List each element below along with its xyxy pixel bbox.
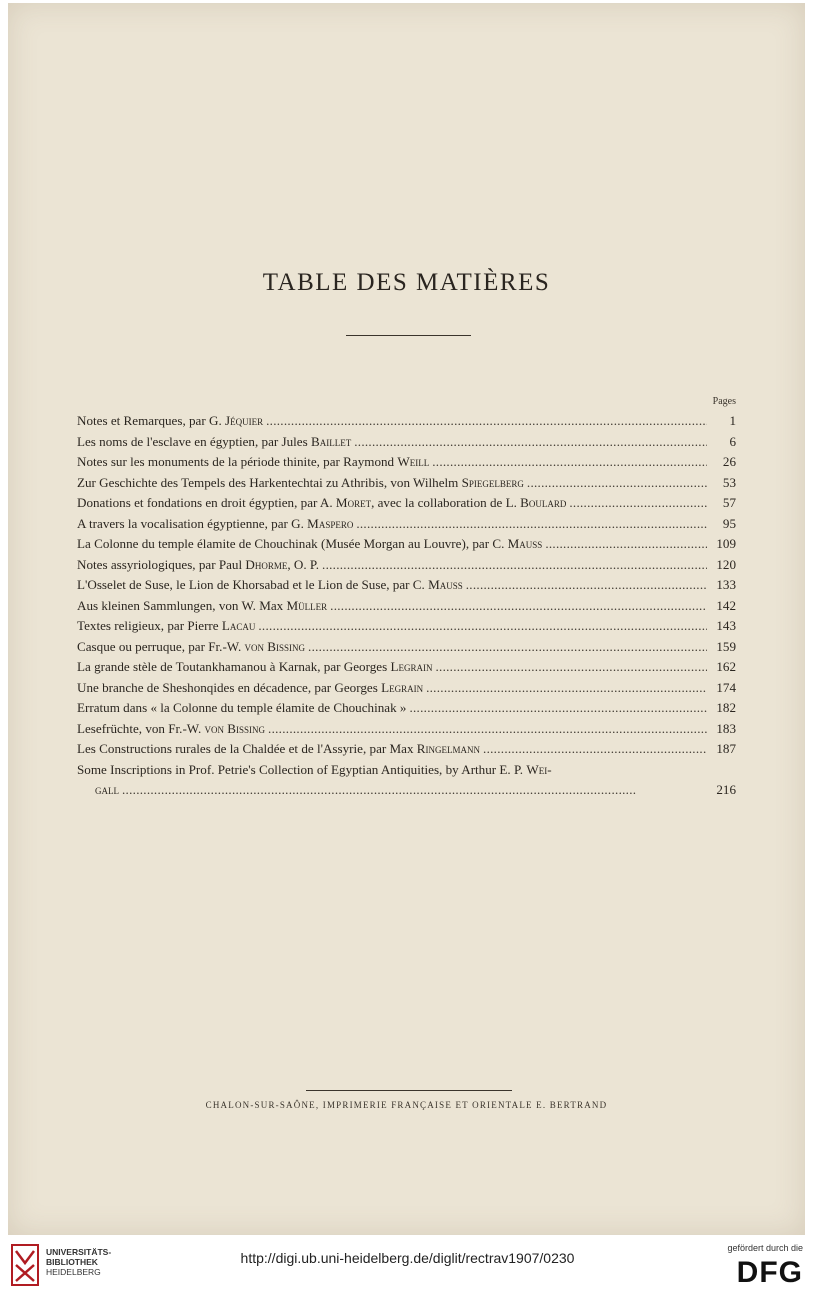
- leader-dots: [435, 657, 707, 678]
- toc-entry: Les noms de l'esclave en égyptien, par Jules Baillet . . . 6: [77, 432, 736, 453]
- page-number: 143: [716, 618, 736, 633]
- page-number: 53: [722, 474, 736, 490]
- title-divider: [346, 335, 471, 336]
- leader-dots: [527, 473, 707, 494]
- leader-dots: [258, 616, 707, 637]
- leader-dots: [466, 575, 707, 596]
- page-number: 133: [716, 577, 736, 592]
- leader-dots: [483, 739, 707, 760]
- page-number: 182: [716, 700, 736, 715]
- leader-dots: [569, 493, 707, 514]
- toc-entry: Erratum dans « la Colonne du temple élamite de Chouchinak » . . . 182: [77, 698, 736, 719]
- page-number: 187: [716, 741, 736, 756]
- scanned-page: [8, 3, 805, 1235]
- leader-dots: [330, 596, 707, 617]
- toc-entry: Notes et Remarques, par G. Jéquier . . . 1: [77, 411, 736, 432]
- university-library-name: UNIVERSITÄTS- BIBLIOTHEK HEIDELBERG: [46, 1247, 112, 1277]
- footer-divider: [306, 1090, 512, 1091]
- toc-entry: Textes religieux, par Pierre Lacau . . . 143: [77, 616, 736, 637]
- leader-dots: [322, 555, 707, 576]
- leader-dots: [122, 780, 707, 801]
- page-number: 95: [722, 515, 736, 531]
- leader-dots: [432, 452, 707, 473]
- viewer-footer-bar: [0, 1238, 815, 1294]
- page-number: 162: [716, 659, 736, 674]
- toc-entry: La Colonne du temple élamite de Chouchinak (Musée Morgan au Louvre), par C. Mauss . . . 109: [77, 534, 736, 555]
- funding-label: gefördert durch die: [727, 1243, 803, 1253]
- toc-entry: Notes sur les monuments de la période thinite, par Raymond Weill . . . 26: [77, 452, 736, 473]
- leader-dots: [545, 534, 707, 555]
- page-number: 174: [716, 679, 736, 695]
- toc-entry: Zur Geschichte des Tempels des Harkentechtai zu Athribis, von Wilhelm Spiegelberg . . . 53: [77, 473, 736, 494]
- leader-dots: [266, 411, 707, 432]
- pages-column-label: Pages: [712, 396, 736, 407]
- permalink-url[interactable]: http://digi.ub.uni-heidelberg.de/diglit/rectrav1907/0230: [240, 1250, 575, 1266]
- toc-entry: Notes assyriologiques, par Paul Dhorme, O. P. . . . 120: [77, 555, 736, 576]
- page-title: TABLE DES MATIÈRES: [262, 269, 551, 296]
- toc-entry: A travers la vocalisation égyptienne, par G. Maspero . . . 95: [77, 514, 736, 535]
- toc-entry-multiline: Some Inscriptions in Prof. Petrie's Collection of Egyptian Antiquities, by Arthur E. P. Wei-: [77, 761, 552, 777]
- page-number: 120: [716, 556, 736, 572]
- page-number: 142: [716, 597, 736, 613]
- page-number: 1: [729, 413, 736, 428]
- leader-dots: [268, 719, 707, 740]
- page-number: 26: [722, 454, 736, 469]
- page-number: 159: [716, 638, 736, 654]
- leader-dots: [308, 637, 707, 658]
- toc-entry: Lesefrüchte, von Fr.-W. von Bissing . . . 183: [77, 719, 736, 740]
- toc-entry: La grande stèle de Toutankhamanou à Karnak, par Georges Legrain . . . 162: [77, 657, 736, 678]
- leader-dots: [354, 432, 707, 453]
- toc-entry: Donations et fondations en droit égyptien, par A. Moret, avec la collaboration de L. Boulard . . . 57: [77, 493, 736, 514]
- page-number: 6: [729, 433, 736, 449]
- page-number: 109: [716, 536, 736, 551]
- leader-dots: [426, 678, 707, 699]
- toc-entry: Casque ou perruque, par Fr.-W. von Bissing . . . 159: [77, 637, 736, 658]
- toc-entry: Les Constructions rurales de la Chaldée et de l'Assyrie, par Max Ringelmann . . . 187: [77, 739, 736, 760]
- table-of-contents: [77, 411, 736, 801]
- page-number: 216: [716, 782, 736, 797]
- toc-entry: Aus kleinen Sammlungen, von W. Max Müller . . . 142: [77, 596, 736, 617]
- page-number: 57: [722, 495, 736, 510]
- leader-dots: [409, 698, 707, 719]
- dfg-logo[interactable]: DFG: [736, 1256, 803, 1289]
- leader-dots: [356, 514, 707, 535]
- printer-imprint: CHALON-SUR-SAÔNE, IMPRIMERIE FRANÇAISE ET ORIENTALE E. BERTRAND: [205, 1100, 608, 1110]
- toc-entry: L'Osselet de Suse, le Lion de Khorsabad et le Lion de Suse, par C. Mauss . . . 133: [77, 575, 736, 596]
- toc-entry-continuation: gall . . . 216: [77, 780, 736, 801]
- page-number: 183: [716, 720, 736, 736]
- toc-entry: Une branche de Sheshonqides en décadence, par Georges Legrain . . . 174: [77, 678, 736, 699]
